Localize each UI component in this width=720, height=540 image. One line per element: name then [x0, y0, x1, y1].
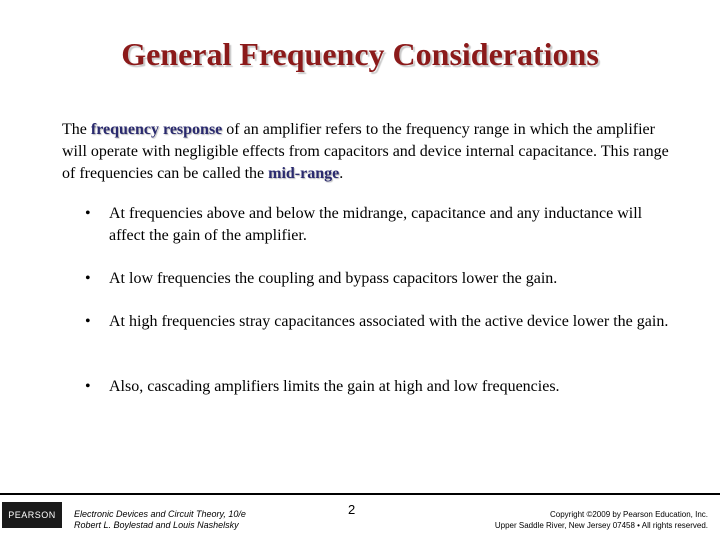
book-title: Electronic Devices and Circuit Theory, 10/e [74, 509, 246, 519]
slide-title: General Frequency Considerations [121, 36, 599, 72]
bullet-text: At low frequencies the coupling and bypass capacitors lower the gain. [109, 270, 558, 287]
bullet-text: Also, cascading amplifiers limits the gain at high and low frequencies. [109, 378, 560, 395]
page-number: 2 [348, 502, 356, 517]
bullet-text: At high frequencies stray capacitances associated with the active device lower the gain. [109, 313, 669, 330]
term-mid-range: mid-range [268, 165, 340, 182]
bullet-dot: • [85, 205, 91, 222]
book-credit [74, 509, 246, 531]
copyright-line-1: Copyright ©2009 by Pearson Education, Inc. [550, 510, 708, 519]
copyright-notice [495, 509, 708, 531]
footer-divider [0, 493, 720, 495]
intro-text-2: of an amplifier refers to the frequency range in which the amplifier will operate with negligible effects from capacitors and device internal capacitance. This range of frequencies can be called the [62, 121, 669, 182]
term-frequency-response: frequency response [90, 121, 223, 138]
bullet-dot: • [85, 270, 91, 287]
bullet-text: At frequencies above and below the midrange, capacitance and any inductance will affect the gain of the amplifier. [109, 205, 643, 244]
intro-text-1: The [62, 121, 91, 138]
intro-paragraph [62, 119, 682, 185]
pearson-logo: PEARSON [2, 502, 62, 528]
bullet-dot: • [85, 378, 91, 395]
book-authors: Robert L. Boylestad and Louis Nashelsky [74, 520, 239, 530]
intro-text-3: . [339, 165, 344, 182]
copyright-line-2: Upper Saddle River, New Jersey 07458 • All rights reserved. [494, 521, 708, 530]
bullet-dot: • [85, 313, 91, 330]
